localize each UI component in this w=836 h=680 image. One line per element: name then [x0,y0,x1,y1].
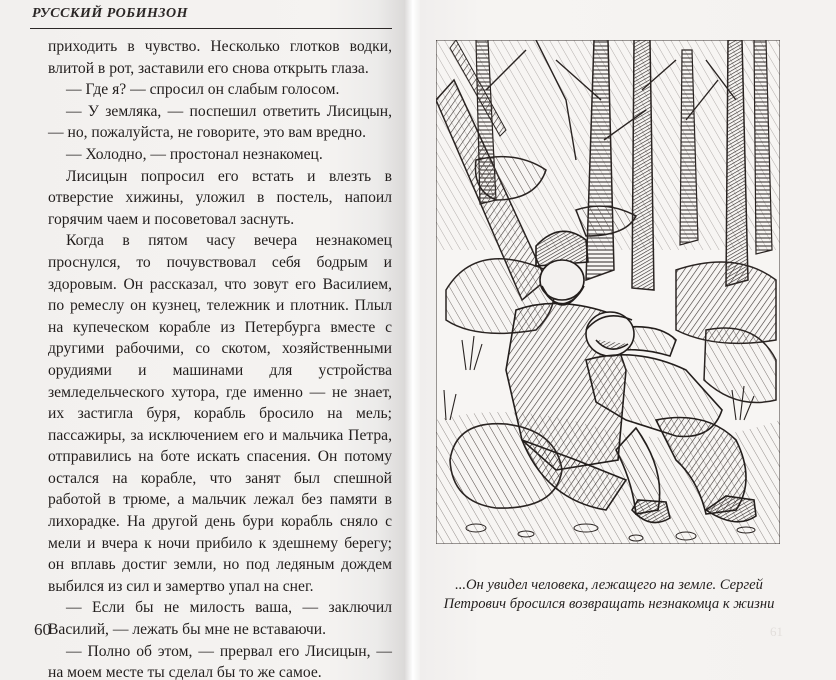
caption-line: Петрович бросился возвращать незнакомца к жизни [443,596,775,612]
engraving-illustration [436,40,780,544]
paragraph: — Если бы не милость ваша, — заключил Василий, — лежать бы мне не вставаючи. [48,599,392,639]
paragraph: Лисицын попросил его встать и влезть в отверстие хижины, уложил в постель, напоил горячим чаем и посоветовал заснуть. [48,167,392,228]
page-number-right: 61 [770,624,783,639]
illustration-drawing [436,40,780,544]
paragraph: — Полно об этом, — прервал его Лисицын, — на моем месте ты сделал бы то же самое. [48,642,392,680]
page-number-left: 60 [34,620,51,639]
paragraph: Когда в пятом часу вечера незнакомец проснулся, то почувствовал себя бодрым и здоровым. Он рассказал, что зовут его Василием, по ремеслу он кузнец, тележник и плотник. Плыл на купеческом корабле из Петербурга вместе с другими рабочими, со скотом, хозяйственными орудиями и машинами для устройства земледельческого хутора, где именно — не знает, их застигла буря, корабль бросило на мель; пассажиры, за исключением его и мальчика Петра, отправились на боте искать спасения. Он потому остался на корабле, что занят был спешной работой в трюме, а мальчик лежал без памяти в лихорадке. На другой день бури корабль сняло с мели и вчера к ночи прибило к здешнему берегу; он вплавь достиг земли, но под ледяным дождем выбился из сил и замертво упал на снег. [48,232,392,595]
paragraph: — У земляка, — поспешил ответить Лисицын, — но, пожалуйста, не говорите, это вам вредно. [48,102,392,142]
caption-line: ...Он увидел человека, лежащего на земле. Сергей [455,577,763,593]
paragraph: приходить в чувство. Несколько глотков водки, влитой в рот, заставили его снова открыть глаза. [48,38,392,77]
running-head: РУССКИЙ РОБИНЗОН [32,6,189,21]
paragraph: — Где я? — спросил он слабым голосом. [66,81,340,99]
illustration-caption [432,576,786,614]
header-rule [30,28,392,29]
paragraph: — Холодно, — простонал незнакомец. [66,145,323,163]
body-text [48,36,392,680]
